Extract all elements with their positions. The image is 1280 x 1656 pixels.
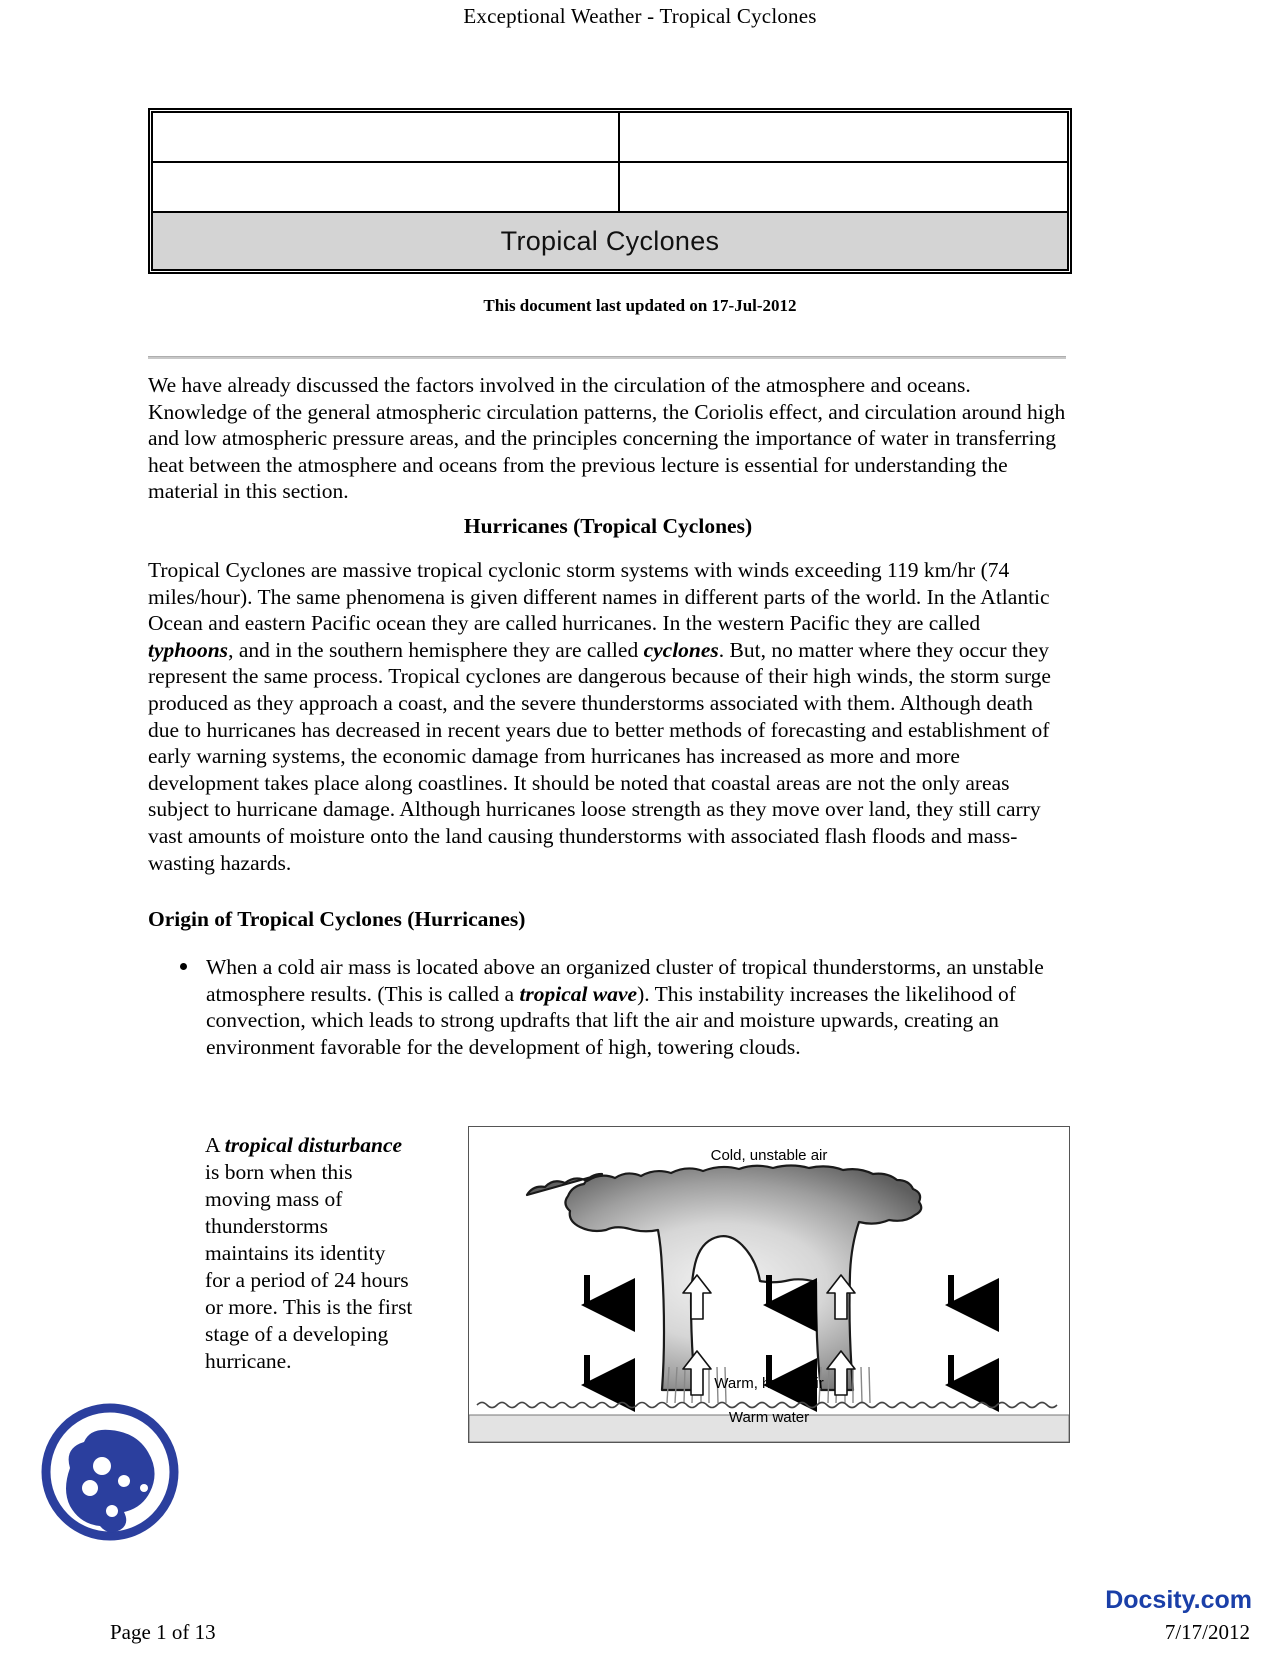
footer-date: 7/17/2012 bbox=[1164, 1620, 1250, 1644]
table-row bbox=[152, 112, 1068, 162]
side-part-2: is born when this moving mass of thunderstorms maintains its identity for a period of 24 hours or more. This is the first stage of a developing hurricane. bbox=[205, 1160, 413, 1373]
intro-paragraph: We have already discussed the factors involved in the circulation of the atmosphere and oceans. Knowledge of the general atmospheric circulation patterns, the Coriolis effect, and circulation around high and low atmospheric pressure areas, and the principles concerning the importance of water in transferring heat between the atmosphere and oceans from the previous lecture is essential for understanding the material in this section. bbox=[148, 373, 1066, 504]
figure-side-text bbox=[205, 1132, 415, 1375]
table-cell-r1c1 bbox=[152, 112, 619, 162]
page-number: Page 1 of 13 bbox=[110, 1620, 216, 1644]
figure-graphic bbox=[469, 1127, 1069, 1442]
emphasis-typhoons: typhoons bbox=[148, 637, 229, 662]
document-title-banner: Tropical Cyclones bbox=[152, 212, 1068, 270]
list-item bbox=[206, 954, 1068, 1060]
figure-label-warm-water: Warm water bbox=[728, 1409, 810, 1426]
document-body bbox=[148, 372, 1068, 1066]
origin-bullet-list bbox=[148, 954, 1068, 1060]
emphasis-cyclones: cyclones bbox=[643, 637, 719, 662]
figure-label-cold-unstable-air: Cold, unstable air bbox=[710, 1147, 828, 1164]
table-cell-r2c2 bbox=[619, 162, 1068, 212]
horizontal-divider bbox=[148, 356, 1066, 359]
table-row bbox=[152, 212, 1068, 270]
table-cell-r1c2 bbox=[619, 112, 1068, 162]
sea-surface-line bbox=[477, 1403, 1057, 1408]
emphasis-tropical-disturbance: tropical disturbance bbox=[224, 1133, 403, 1157]
downdraft-arrows bbox=[587, 1275, 951, 1385]
section-heading-origin: Origin of Tropical Cyclones (Hurricanes) bbox=[148, 907, 526, 932]
figure-label-warm-humid-air: Warm, humid air bbox=[714, 1375, 824, 1392]
thunderstorm-cluster-figure bbox=[468, 1126, 1070, 1443]
last-updated-text: This document last updated on 17-Jul-2012 bbox=[483, 296, 797, 315]
emphasis-tropical-wave: tropical wave bbox=[519, 981, 638, 1006]
bullet-dot-icon bbox=[180, 963, 187, 970]
table-row bbox=[152, 162, 1068, 212]
side-part-1: A bbox=[205, 1133, 225, 1157]
section-heading-hurricanes: Hurricanes (Tropical Cyclones) bbox=[463, 513, 753, 538]
docsity-logo bbox=[36, 1398, 184, 1546]
docsity-brand-link[interactable]: Docsity.com bbox=[1105, 1586, 1252, 1614]
table-cell-r2c1 bbox=[152, 162, 619, 212]
page-running-head: Exceptional Weather - Tropical Cyclones bbox=[463, 4, 817, 28]
body-part-3: . But, no matter where they occur they represent the same process. Tropical cyclones are dangerous because of their high winds, the storm surge produced as they approach a coast, and the severe thunderstorms associated with them. Although death due to hurricanes has decreased in recent years due to better methods of forecasting and establishment of early warning systems, the economic damage from hurricanes has increased as more and more development takes place along coastlines. It should be noted that coastal areas are not the only areas subject to hurricane damage. Although hurricanes loose strength as they move over land, they still carry vast amounts of moisture onto the land causing thunderstorms with associated flash floods and mass-wasting hazards. bbox=[148, 637, 1051, 875]
title-table bbox=[148, 108, 1072, 274]
body-part-1: Tropical Cyclones are massive tropical cyclonic storm systems with winds exceeding 119 km/hr (74 miles/hour). The same phenomena is given different names in different parts of the world. In the Atlantic Ocean and eastern Pacific ocean they are called hurricanes. In the western Pacific they are called bbox=[148, 557, 1050, 636]
bullet-part-1: When a cold air mass is located above an organized cluster of tropical thunderstorms, an unstable atmosphere results. (This is called a bbox=[206, 955, 1044, 1006]
hurricanes-paragraph bbox=[148, 557, 1068, 876]
body-part-2: , and in the southern hemisphere they are called bbox=[228, 637, 644, 662]
bullet-part-2: ). This instability increases the likelihood of convection, which leads to strong updrafts that lift the air and moisture upwards, creating an environment favorable for the development of high, towering clouds. bbox=[206, 981, 1016, 1059]
